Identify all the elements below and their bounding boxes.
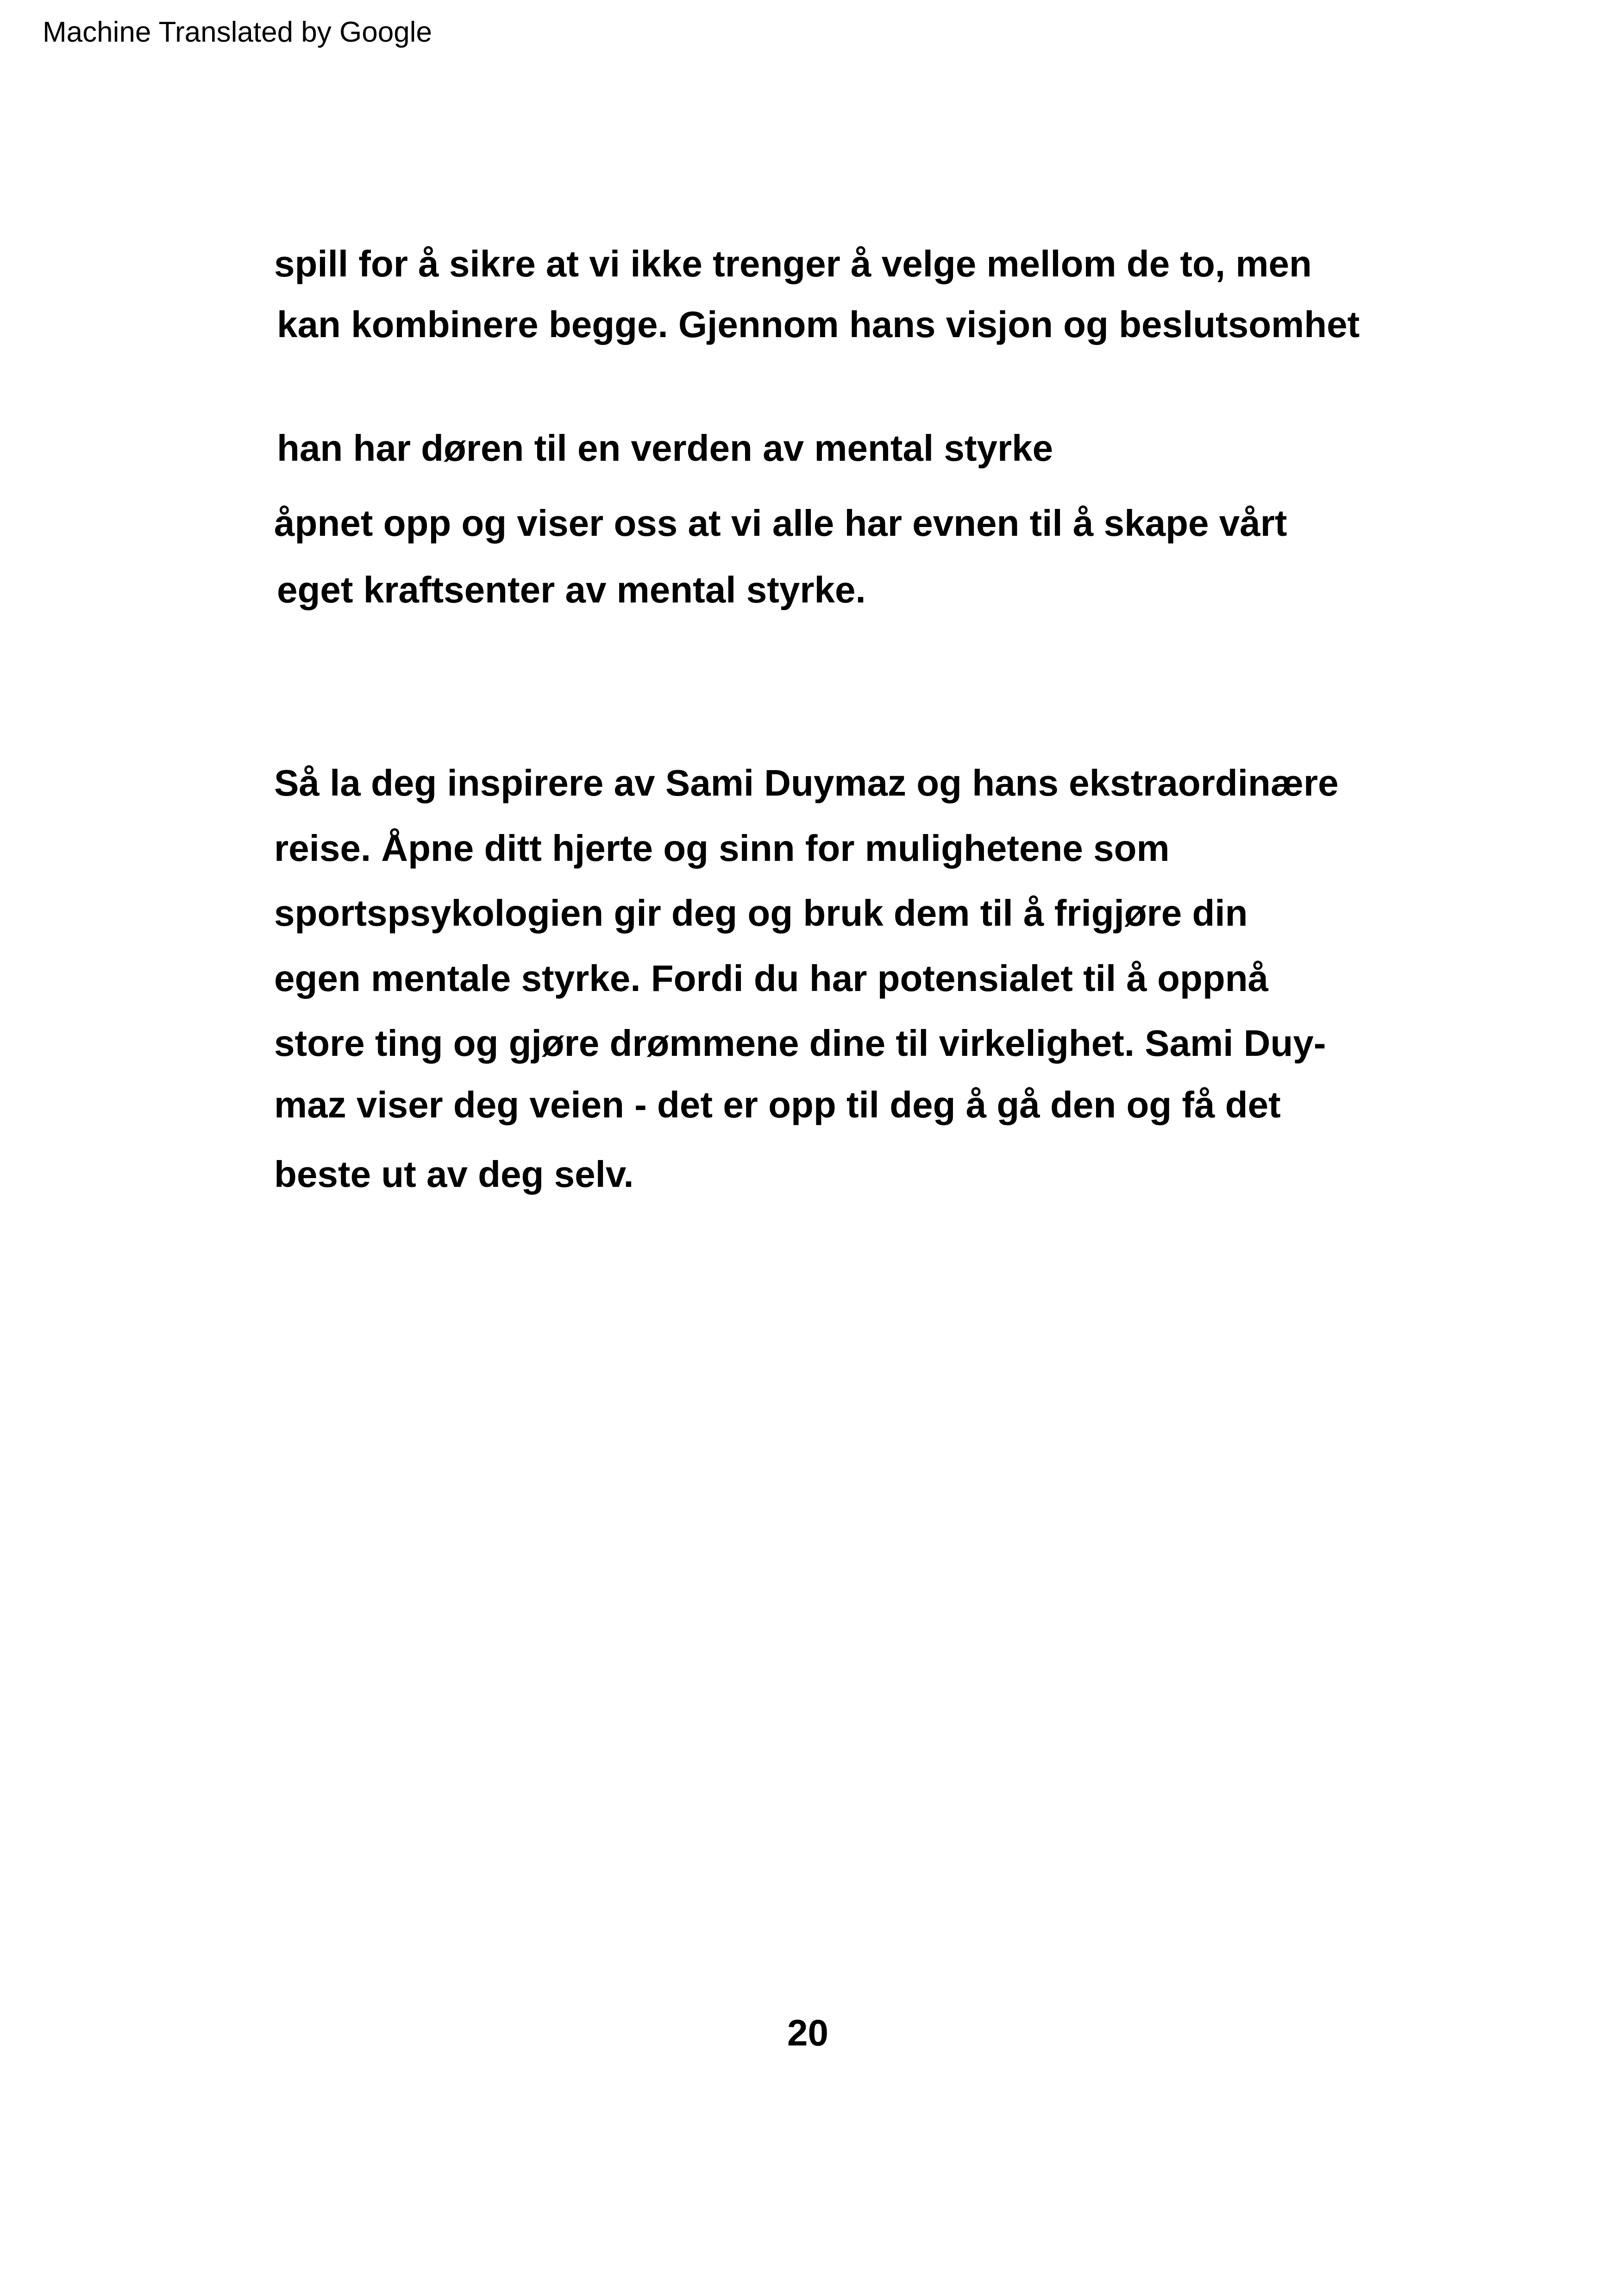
text-line: sportspsykologien gir deg og bruk dem til å frigjøre din bbox=[274, 892, 1248, 934]
text-line: reise. Åpne ditt hjerte og sinn for mulighetene som bbox=[274, 828, 1170, 869]
text-line: egen mentale styrke. Fordi du har potensialet til å oppnå bbox=[274, 958, 1269, 999]
machine-translation-banner: Machine Translated by Google bbox=[43, 16, 432, 48]
text-line: åpnet opp og viser oss at vi alle har evnen til å skape vårt bbox=[274, 502, 1287, 544]
text-line: han har døren til en verden av mental styrke bbox=[277, 427, 1053, 469]
text-line: kan kombinere begge. Gjennom hans visjon og beslutsomhet bbox=[277, 304, 1360, 345]
page-number: 20 bbox=[787, 2012, 828, 2053]
text-line: beste ut av deg selv. bbox=[274, 1154, 634, 1195]
text-line: eget kraftsenter av mental styrke. bbox=[277, 569, 866, 610]
text-line: store ting og gjøre drømmene dine til virkelighet. Sami Duy- bbox=[274, 1023, 1326, 1064]
text-line: spill for å sikre at vi ikke trenger å velge mellom de to, men bbox=[274, 243, 1312, 284]
text-line: Så la deg inspirere av Sami Duymaz og hans ekstraordinære bbox=[274, 762, 1339, 803]
text-line: maz viser deg veien - det er opp til deg å gå den og få det bbox=[274, 1084, 1281, 1125]
